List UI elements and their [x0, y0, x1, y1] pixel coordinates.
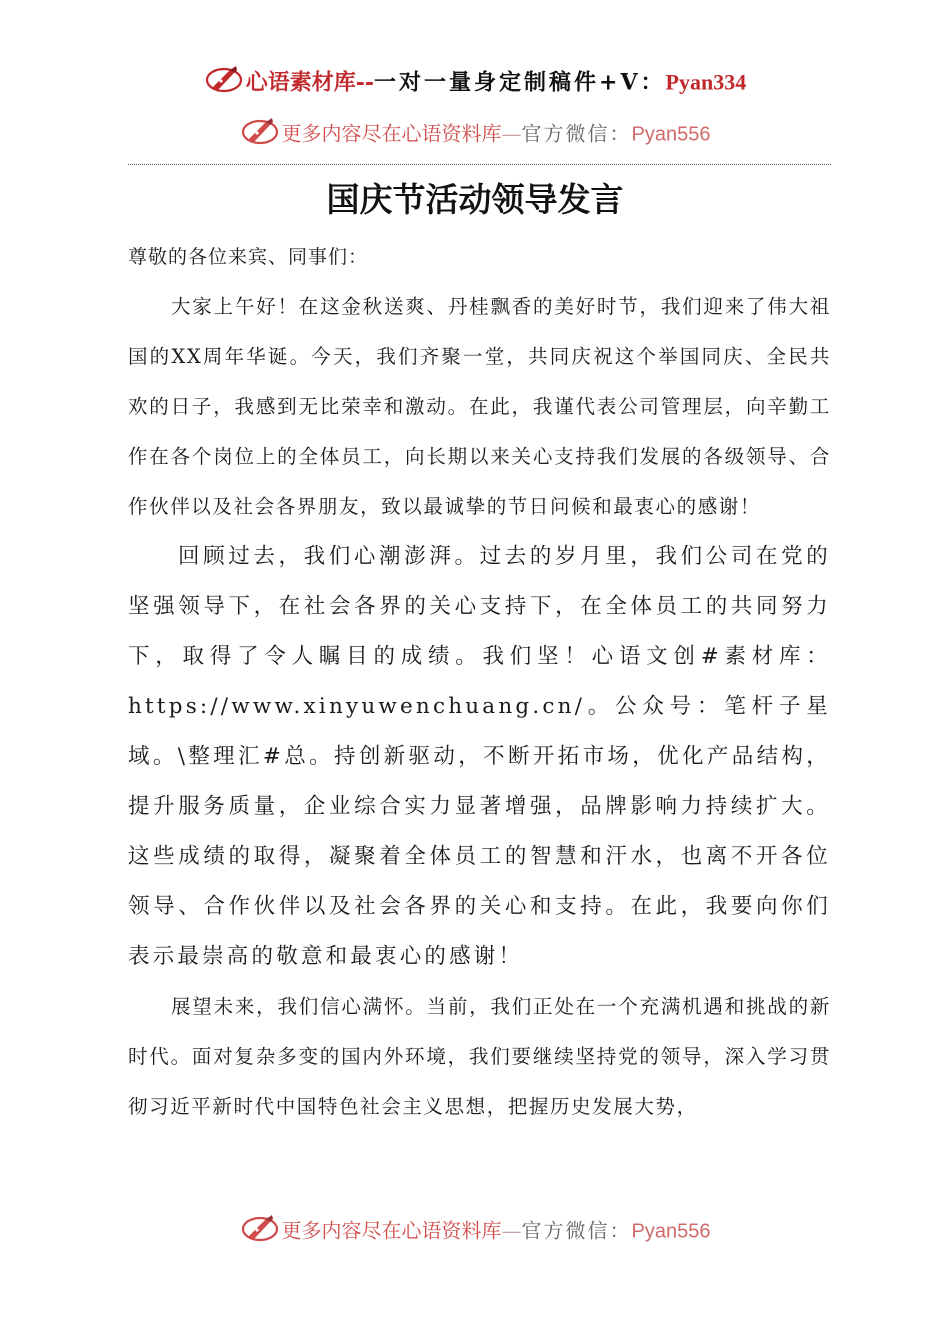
header-service-text: 一对一量身定制稿件+V：: [374, 69, 666, 96]
header-dash: --: [355, 69, 375, 96]
paragraph-2: 回顾过去，我们心潮澎湃。过去的岁月里，我们公司在党的坚强领导下，在社会各界的关心支持下，在全体员工的共同努力下，取得了令人瞩目的成绩。我们坚！心语文创#素材库：https://www.xinyuwenchuang.cn/。公众号：笔杆子星域。\整理汇#总。持创新驱动，不断开拓市场，优化产品结构，提升服务质量，企业综合实力显著增强，品牌影响力持续扩大。这些成绩的取得，凝聚着全体员工的智慧和汗水，也离不开各位领导、合作伙伴以及社会各界的关心和支持。在此，我要向你们表示最崇高的敬意和最衷心的感谢！: [128, 544, 831, 969]
page-title: 国庆节活动领导发言: [326, 180, 624, 219]
header-contact-id: Pyan334: [665, 69, 747, 95]
header-divider: [128, 164, 831, 165]
paragraph-1: 大家上午好！在这金秋送爽、丹桂飘香的美好时节，我们迎来了伟大祖国的XX周年华诞。今天，我们齐聚一堂，共同庆祝这个举国同庆、全民共欢的日子，我感到无比荣幸和激动。在此，我谨代表公司管理层，向辛勤工作在各个岗位上的全体员工，向长期以来关心支持我们发展的各级领导、合作伙伴以及社会各界朋友，致以最诚挚的节日问候和最衷心的感谢！: [128, 295, 831, 518]
banner-contact-id: Pyan556: [631, 123, 711, 146]
pen-logo-icon: [240, 1213, 280, 1251]
pen-logo-icon: [204, 64, 244, 103]
banner-label: 官方微信：: [521, 121, 632, 146]
header-tagline: [0, 64, 950, 103]
salutation: 尊敬的各位来宾、同事们：: [128, 246, 369, 268]
document-body: [128, 232, 831, 1132]
banner-contact-id: Pyan556: [631, 1220, 711, 1243]
banner-separator: —: [501, 121, 522, 146]
banner-main-text: 更多内容尽在心语资料库: [281, 1218, 502, 1243]
banner-label: 官方微信：: [521, 1218, 632, 1243]
pen-logo-icon: [240, 116, 280, 154]
banner-main-text: 更多内容尽在心语资料库: [281, 121, 502, 146]
banner-separator: —: [501, 1218, 522, 1243]
top-banner: [0, 116, 950, 154]
brand-name: 心语素材库: [245, 69, 356, 96]
paragraph-3: 展望未来，我们信心满怀。当前，我们正处在一个充满机遇和挑战的新时代。面对复杂多变的国内外环境，我们要继续坚持党的领导，深入学习贯彻习近平新时代中国特色社会主义思想，把握历史发展大势，: [128, 995, 831, 1118]
bottom-banner: [0, 1213, 950, 1251]
